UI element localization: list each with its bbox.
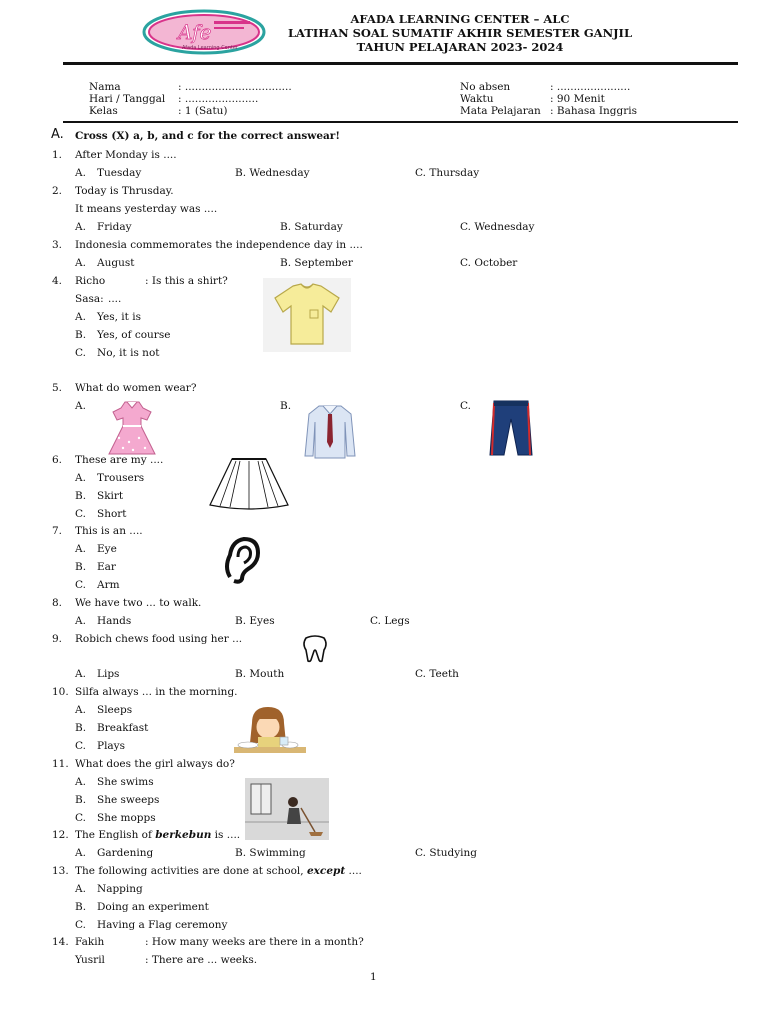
q8-option-a-letter[interactable]: A. bbox=[75, 615, 86, 627]
q2-option-b[interactable]: B. Saturday bbox=[280, 221, 343, 233]
subject-value: : Bahasa Inggris bbox=[550, 105, 637, 117]
q9-option-a-letter[interactable]: A. bbox=[75, 668, 86, 680]
q7-text: This is an .... bbox=[75, 525, 143, 537]
q14-line-2: : There are ... weeks. bbox=[145, 954, 258, 966]
q10-option-a[interactable]: Sleeps bbox=[97, 704, 133, 716]
class-label: Kelas bbox=[89, 105, 118, 117]
q4-option-c-letter[interactable]: C. bbox=[75, 347, 86, 359]
q10-option-c-letter[interactable]: C. bbox=[75, 740, 86, 752]
q11-option-b-letter[interactable]: B. bbox=[75, 794, 87, 806]
breakfast-girl-image bbox=[230, 703, 310, 761]
date-value: : ...................... bbox=[178, 93, 259, 105]
svg-text:Afada Learning Center: Afada Learning Center bbox=[182, 45, 239, 51]
q4-option-a[interactable]: Yes, it is bbox=[97, 311, 141, 323]
q10-option-b[interactable]: Breakfast bbox=[97, 722, 149, 734]
ear-image bbox=[218, 533, 264, 585]
q2-option-c[interactable]: C. Wednesday bbox=[460, 221, 535, 233]
q8-option-a[interactable]: Hands bbox=[97, 615, 132, 627]
q11-option-c-letter[interactable]: C. bbox=[75, 812, 86, 824]
tooth-image bbox=[300, 634, 330, 664]
q5-number: 5. bbox=[52, 382, 63, 394]
q7-option-c-letter[interactable]: C. bbox=[75, 579, 86, 591]
q13-option-a-letter[interactable]: A. bbox=[75, 883, 86, 895]
q10-option-a-letter[interactable]: A. bbox=[75, 704, 86, 716]
skirt-image bbox=[206, 453, 292, 513]
q4-speaker-2: Sasa: bbox=[75, 293, 104, 305]
page-number: 1 bbox=[370, 971, 377, 983]
q2-number: 2. bbox=[52, 185, 63, 197]
q12-option-a-letter[interactable]: A. bbox=[75, 847, 86, 859]
q3-option-a[interactable]: August bbox=[97, 257, 135, 269]
q1-option-c[interactable]: C. Thursday bbox=[415, 167, 480, 179]
q6-option-c[interactable]: Short bbox=[97, 508, 127, 520]
q4-number: 4. bbox=[52, 275, 63, 287]
q3-option-b[interactable]: B. September bbox=[280, 257, 353, 269]
q3-option-c[interactable]: C. October bbox=[460, 257, 518, 269]
q7-option-c[interactable]: Arm bbox=[97, 579, 120, 591]
q13-text-post: .... bbox=[345, 865, 362, 877]
section-letter: A. bbox=[51, 127, 64, 142]
q4-option-c[interactable]: No, it is not bbox=[97, 347, 160, 359]
q12-text-pre: The English of bbox=[75, 829, 156, 841]
header-rule-bottom bbox=[63, 121, 738, 123]
name-label: Nama bbox=[89, 81, 121, 93]
section-instruction: Cross (X) a, b, and c for the correct answear! bbox=[75, 130, 340, 142]
q6-option-c-letter[interactable]: C. bbox=[75, 508, 86, 520]
dress-image bbox=[105, 398, 159, 458]
q2-text-2: It means yesterday was .... bbox=[75, 203, 218, 215]
q13-option-c[interactable]: Having a Flag ceremony bbox=[97, 919, 228, 931]
q1-option-a-letter[interactable]: A. bbox=[75, 167, 86, 179]
q13-option-a[interactable]: Napping bbox=[97, 883, 143, 895]
time-value: : 90 Menit bbox=[550, 93, 605, 105]
school-name: AFADA LEARNING CENTER – ALC bbox=[350, 12, 570, 26]
q6-option-a[interactable]: Trousers bbox=[97, 472, 145, 484]
q7-option-b[interactable]: Ear bbox=[97, 561, 116, 573]
q3-text: Indonesia commemorates the independence day in .... bbox=[75, 239, 363, 251]
q12-option-b[interactable]: B. Swimming bbox=[235, 847, 306, 859]
q1-option-b[interactable]: B. Wednesday bbox=[235, 167, 310, 179]
q9-option-b[interactable]: B. Mouth bbox=[235, 668, 285, 680]
academic-year: TAHUN PELAJARAN 2023- 2024 bbox=[356, 40, 564, 54]
q1-text: After Monday is .... bbox=[75, 149, 177, 161]
q7-option-b-letter[interactable]: B. bbox=[75, 561, 87, 573]
svg-text:Afe: Afe bbox=[178, 20, 212, 44]
header-rule-top bbox=[63, 62, 738, 65]
q3-option-a-letter[interactable]: A. bbox=[75, 257, 86, 269]
absen-label: No absen bbox=[460, 81, 511, 93]
absen-value: : ...................... bbox=[550, 81, 631, 93]
q8-text: We have two ... to walk. bbox=[75, 597, 202, 609]
q9-option-c[interactable]: C. Teeth bbox=[415, 668, 459, 680]
q5-option-a[interactable]: A. bbox=[75, 400, 86, 412]
q6-text: These are my .... bbox=[75, 454, 164, 466]
q9-number: 9. bbox=[52, 633, 63, 645]
q4-option-a-letter[interactable]: A. bbox=[75, 311, 86, 323]
q10-option-c[interactable]: Plays bbox=[97, 740, 126, 752]
q11-option-c[interactable]: She mopps bbox=[97, 812, 156, 824]
q4-line-1: : Is this a shirt? bbox=[145, 275, 228, 287]
time-label: Waktu bbox=[460, 93, 494, 105]
q7-option-a[interactable]: Eye bbox=[97, 543, 117, 555]
q11-option-a-letter[interactable]: A. bbox=[75, 776, 86, 788]
date-label: Hari / Tanggal bbox=[89, 93, 166, 105]
q8-option-c[interactable]: C. Legs bbox=[370, 615, 410, 627]
q2-option-a-letter[interactable]: A. bbox=[75, 221, 86, 233]
q1-number: 1. bbox=[52, 149, 63, 161]
q4-speaker-1: Richo bbox=[75, 275, 106, 287]
exam-title: LATIHAN SOAL SUMATIF AKHIR SEMESTER GANJIL bbox=[287, 26, 633, 40]
q10-text: Silfa always ... in the morning. bbox=[75, 686, 238, 698]
q13-option-c-letter[interactable]: C. bbox=[75, 919, 86, 931]
q4-option-b-letter[interactable]: B. bbox=[75, 329, 87, 341]
q2-option-a[interactable]: Friday bbox=[97, 221, 132, 233]
q13-option-b[interactable]: Doing an experiment bbox=[97, 901, 209, 913]
q12-option-c[interactable]: C. Studying bbox=[415, 847, 478, 859]
q6-option-b[interactable]: Skirt bbox=[97, 490, 124, 502]
q11-text: What does the girl always do? bbox=[75, 758, 235, 770]
q7-option-a-letter[interactable]: A. bbox=[75, 543, 86, 555]
q6-number: 6. bbox=[52, 454, 63, 466]
subject-label: Mata Pelajaran bbox=[460, 105, 541, 117]
q9-text: Robich chews food using her ... bbox=[75, 633, 243, 645]
sweeping-girl-image bbox=[245, 778, 329, 840]
q9-option-a[interactable]: Lips bbox=[97, 668, 120, 680]
q5-option-b[interactable]: B. bbox=[280, 400, 292, 412]
q6-option-a-letter[interactable]: A. bbox=[75, 472, 86, 484]
q8-option-b[interactable]: B. Eyes bbox=[235, 615, 275, 627]
q13-text bbox=[75, 865, 362, 877]
logo bbox=[142, 9, 266, 55]
q13-option-b-letter[interactable]: B. bbox=[75, 901, 87, 913]
q13-text-pre: The following activities are done at school, bbox=[75, 865, 307, 877]
q5-option-c[interactable]: C. bbox=[460, 400, 471, 412]
q12-keyword: berkebun bbox=[155, 829, 212, 841]
q12-option-a[interactable]: Gardening bbox=[97, 847, 154, 859]
q4-option-b[interactable]: Yes, of course bbox=[97, 329, 171, 341]
q14-speaker-1: Fakih bbox=[75, 936, 105, 948]
q11-option-b[interactable]: She sweeps bbox=[97, 794, 160, 806]
q14-line-1: : How many weeks are there in a month? bbox=[145, 936, 364, 948]
shirt-image bbox=[263, 278, 351, 352]
name-value: : ................................ bbox=[178, 81, 292, 93]
q10-number: 10. bbox=[52, 686, 69, 698]
q14-number: 14. bbox=[52, 936, 69, 948]
q7-number: 7. bbox=[52, 525, 63, 537]
q13-number: 13. bbox=[52, 865, 69, 877]
q12-text bbox=[75, 829, 240, 841]
q13-keyword: except bbox=[306, 865, 346, 877]
q11-option-a[interactable]: She swims bbox=[97, 776, 154, 788]
q12-text-post: is .... bbox=[211, 829, 241, 841]
q3-number: 3. bbox=[52, 239, 63, 251]
q10-option-b-letter[interactable]: B. bbox=[75, 722, 87, 734]
q2-text: Today is Thrusday. bbox=[75, 185, 174, 197]
q8-number: 8. bbox=[52, 597, 63, 609]
q14-speaker-2: Yusril bbox=[75, 954, 105, 966]
q12-number: 12. bbox=[52, 829, 69, 841]
q5-text: What do women wear? bbox=[75, 382, 197, 394]
pants-image bbox=[488, 399, 534, 459]
q4-line-2: .... bbox=[108, 293, 122, 305]
q1-option-a[interactable]: Tuesday bbox=[97, 167, 142, 179]
class-value: : 1 (Satu) bbox=[178, 105, 228, 117]
long-shirt-image bbox=[303, 402, 357, 460]
q11-number: 11. bbox=[52, 758, 69, 770]
q6-option-b-letter[interactable]: B. bbox=[75, 490, 87, 502]
